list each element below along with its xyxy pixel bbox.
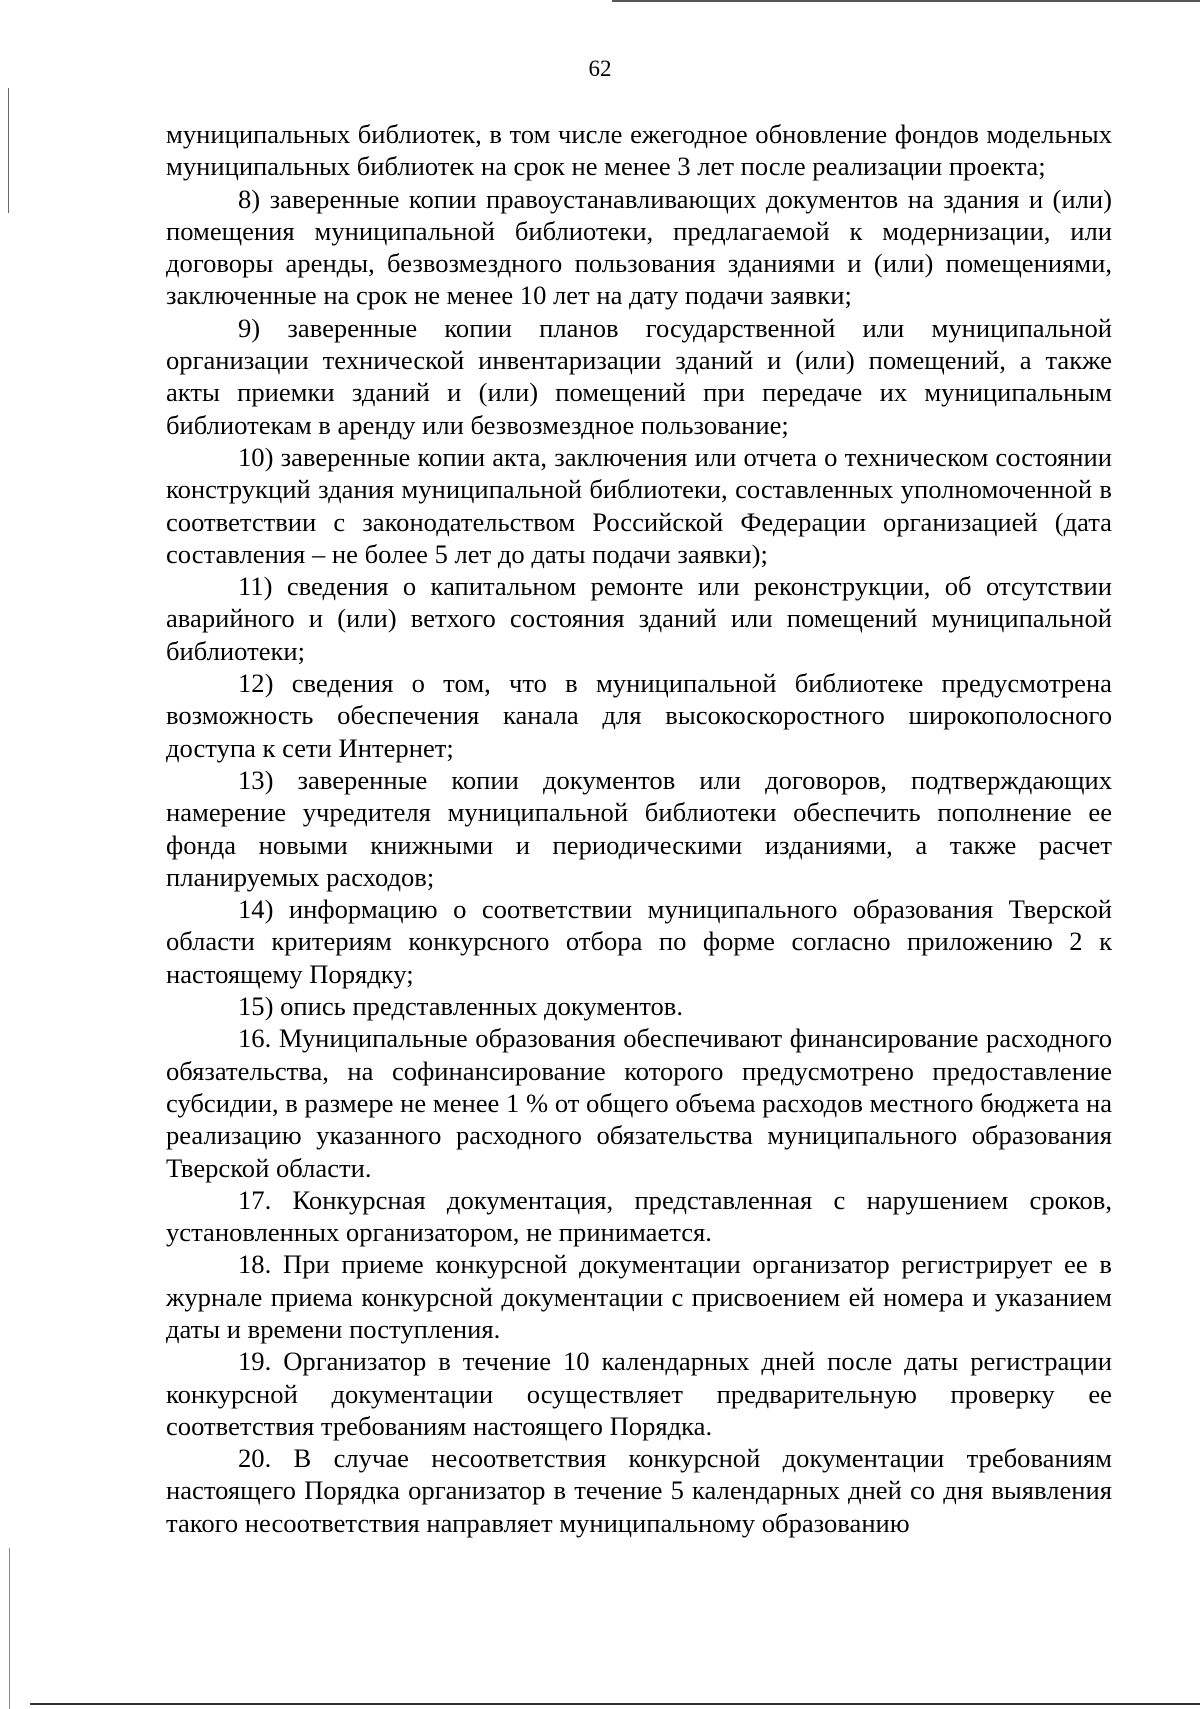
scan-edge-top: [612, 0, 1200, 2]
scan-edge-left-lower: [9, 1548, 10, 1709]
paragraph-item-12: 12) сведения о том, что в муниципальной библиотеке предусмотрена возможность обеспечения канала для высокоскоростного широкополосного доступа к сети Интернет;: [166, 668, 1112, 763]
paragraph-continuation: муниципальных библиотек, в том числе ежегодное обновление фондов модельных муниципальных библиотек на срок не менее 3 лет после реализации проекта;: [166, 119, 1112, 182]
scan-edge-left: [8, 88, 9, 213]
paragraph-section-19: 19. Организатор в течение 10 календарных дней после даты регистрации конкурсной документации осуществляет предварительную проверку ее соответствия требованиям настоящего Порядка.: [166, 1346, 1112, 1441]
paragraph-item-11: 11) сведения о капитальном ремонте или реконструкции, об отсутствии аварийного и (или) ветхого состояния зданий или помещений муниципальной библиотеки;: [166, 571, 1112, 666]
paragraph-item-14: 14) информацию о соответствии муниципального образования Тверской области критериям конкурсного отбора по форме согласно приложению 2 к настоящему Порядку;: [166, 894, 1112, 989]
paragraph-section-17: 17. Конкурсная документация, представленная с нарушением сроков, установленных организатором, не принимается.: [166, 1184, 1112, 1248]
paragraph-item-8: 8) заверенные копии правоустанавливающих документов на здания и (или) помещения муниципальной библиотеки, предлагаемой к модернизации, или договоры аренды, безвозмездного пользования зданиями и (или) помещениями, заключенные на срок не менее 10 лет на дату подачи заявки;: [166, 183, 1112, 311]
document-body: [166, 118, 1112, 1539]
page-number: 62: [588, 56, 612, 81]
paragraph-section-20: 20. В случае несоответствия конкурсной документации требованиям настоящего Порядка организатор в течение 5 календарных дней со дня выявления такого несоответствия направляет муниципальному образованию: [166, 1443, 1112, 1538]
paragraph-item-9: 9) заверенные копии планов государственной или муниципальной организации технической инвентаризации зданий и (или) помещений, а также акты приемки зданий и (или) помещений при передаче их муниципальным библиотекам в аренду или безвозмездное пользование;: [166, 312, 1112, 440]
paragraph-item-10: 10) заверенные копии акта, заключения или отчета о техническом состоянии конструкций здания муниципальной библиотеки, составленных уполномоченной в соответствии с законодательством Российской Федерации организацией (дата составления – не более 5 лет до даты подачи заявки);: [166, 441, 1112, 569]
paragraph-item-15: 15) опись представленных документов.: [238, 991, 684, 1022]
paragraph-item-13: 13) заверенные копии документов или договоров, подтверждающих намерение учредителя муниципальной библиотеки обеспечить пополнение ее фонда новыми книжными и периодическими изданиями, а также расчет планируемых расходов;: [166, 764, 1112, 892]
scan-edge-bottom: [30, 1703, 1200, 1705]
paragraph-section-16: 16. Муниципальные образования обеспечивают финансирование расходного обязательства, на софинансирование которого предусмотрено предоставление субсидии, в размере не менее 1 % от общего объема расходов местного бюджета на реализацию указанного расходного обязательства муниципального образования Тверской области.: [166, 1023, 1112, 1183]
paragraph-section-18: 18. При приеме конкурсной документации организатор регистрирует ее в журнале приема конкурсной документации с присвоением ей номера и указанием даты и времени поступления.: [166, 1249, 1112, 1344]
